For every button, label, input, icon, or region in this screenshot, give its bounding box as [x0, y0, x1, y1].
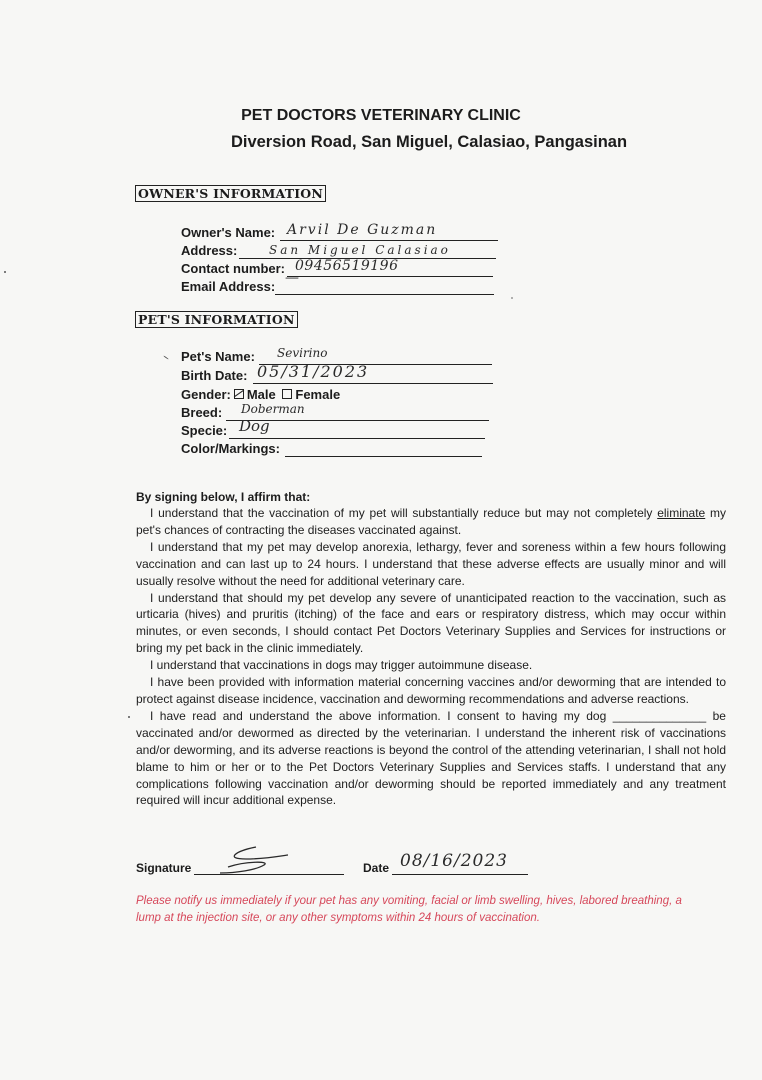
- pet-birthdate-line: [253, 383, 493, 384]
- date-label: Date: [363, 861, 390, 875]
- affirmation-title: By signing below, I affirm that:: [136, 490, 311, 504]
- affirmation-paragraph-2: I understand that my pet may develop anorexia, lethargy, fever and soreness within a few hours following vaccination and can last up to 24 hours. I understand that these adverse effects are usually minor and will usually resolve without the need for additional veterinary care.: [136, 539, 726, 588]
- date-value: 08/16/2023: [400, 851, 508, 871]
- p1-text-a: I understand that the vaccination of my pet will substantially reduce but may not completely: [150, 506, 658, 520]
- scan-speck: [4, 271, 6, 273]
- signature-label: Signature: [136, 861, 192, 875]
- pet-breed-value: Doberman: [241, 402, 305, 416]
- pet-birthdate-value: 05/31/2023: [257, 362, 370, 381]
- pet-section-title: PET'S INFORMATION: [135, 311, 298, 328]
- owner-address-label: Address:: [181, 243, 238, 258]
- owner-email-field[interactable]: [181, 270, 501, 296]
- vaccination-notice: Please notify us immediately if your pet has any vomiting, facial or limb swelling, hives, labored breathing, a lump at the injection site, or any other symptoms within 24 hours of vaccination.: [136, 895, 682, 924]
- owner-section-title: OWNER'S INFORMATION: [135, 185, 326, 202]
- owner-contact-line: [287, 276, 493, 277]
- pet-breed-field[interactable]: [181, 404, 501, 422]
- pet-breed-label: Breed:: [181, 405, 223, 420]
- clinic-address: [0, 133, 762, 152]
- pet-color-field[interactable]: [181, 440, 501, 458]
- pet-name-value: Sevirino: [277, 346, 328, 360]
- affirmation-body: [136, 505, 726, 809]
- dog-name-blank[interactable]: ______________: [612, 708, 707, 723]
- affirmation-paragraph-4: I understand that vaccinations in dogs may trigger autoimmune disease.: [150, 658, 533, 673]
- owner-email-label: Email Address:: [181, 279, 276, 294]
- owner-email-value: —: [285, 270, 299, 286]
- scan-speck: [128, 716, 130, 718]
- p1-text-underlined: eliminate: [657, 506, 706, 520]
- pet-birthdate-field[interactable]: [181, 362, 501, 385]
- scan-speck: [511, 297, 513, 299]
- pet-name-label: Pet's Name:: [181, 349, 255, 364]
- owner-contact-label: Contact number:: [181, 261, 285, 276]
- clinic-address-text: Diversion Road, San Miguel, Calasiao, Pangasinan: [230, 133, 628, 151]
- owner-name-value: Arvil De Guzman: [287, 222, 438, 238]
- pet-specie-value: Dog: [239, 417, 270, 435]
- affirmation-paragraph-1: [136, 505, 726, 539]
- signature-scribble: [216, 843, 306, 877]
- pet-specie-label: Specie:: [181, 423, 228, 438]
- pet-specie-line: [229, 438, 485, 439]
- owner-address-value: San Miguel Calasiao: [269, 243, 451, 257]
- pet-color-label: Color/Markings:: [181, 441, 280, 456]
- affirmation-paragraph-3: I understand that should my pet develop any severe of unanticipated reaction to the vaccination, such as urticaria (hives) and pruritis (itching) of the face and ears or respiratory distress, which may occur within minutes, or even seconds, I should contact Pet Doctors Veterinary Supplies and Services for instructions or bring my pet back in the clinic immediately.: [136, 590, 726, 656]
- gender-female-label: Female: [295, 387, 341, 402]
- owner-contact-field[interactable]: [181, 260, 501, 278]
- date-line[interactable]: [392, 874, 528, 875]
- gender-female-checkbox[interactable]: [282, 389, 292, 399]
- gender-male-checkbox[interactable]: [234, 389, 244, 399]
- owner-name-label: Owner's Name:: [181, 225, 276, 240]
- owner-email-line: [275, 294, 494, 295]
- scan-speck: [163, 355, 168, 359]
- signature-row: [136, 851, 536, 879]
- p1-text-b: my pet's chances of contracting the diseases vaccinated against.: [136, 506, 726, 537]
- p6-text-a: I have read and understand the above information. I consent to having my dog: [150, 708, 613, 723]
- pet-color-line: [285, 456, 482, 457]
- affirmation-paragraph-5: I have been provided with information material concerning vaccines and/or deworming that are intended to protect against disease incidence, vaccination and deworming recommendations and adverse reactions.: [136, 675, 726, 706]
- affirmation-paragraph-6: [136, 708, 726, 809]
- p6-text-b: be vaccinated and/or dewormed as directed by the veterinarian. I understand the inherent risk of vaccinations and/or deworming, and its adverse reactions is beyond the control of the attending veterinarian, I shall not hold blame to him or her or to the Pet Doctors Veterinary Supplies and Services staffs. I understand that any complications following vaccination and/or deworming should be reported immediately and any treatment required will incur additional expense.: [136, 708, 726, 808]
- gender-label: Gender:: [181, 387, 231, 402]
- pet-birthdate-label: Birth Date:: [181, 368, 248, 383]
- clinic-name: PET DOCTORS VETERINARY CLINIC: [241, 107, 521, 124]
- pet-specie-field[interactable]: [181, 417, 501, 440]
- gender-male-label: Male: [246, 387, 276, 402]
- owner-contact-value: 09456519196: [295, 258, 399, 274]
